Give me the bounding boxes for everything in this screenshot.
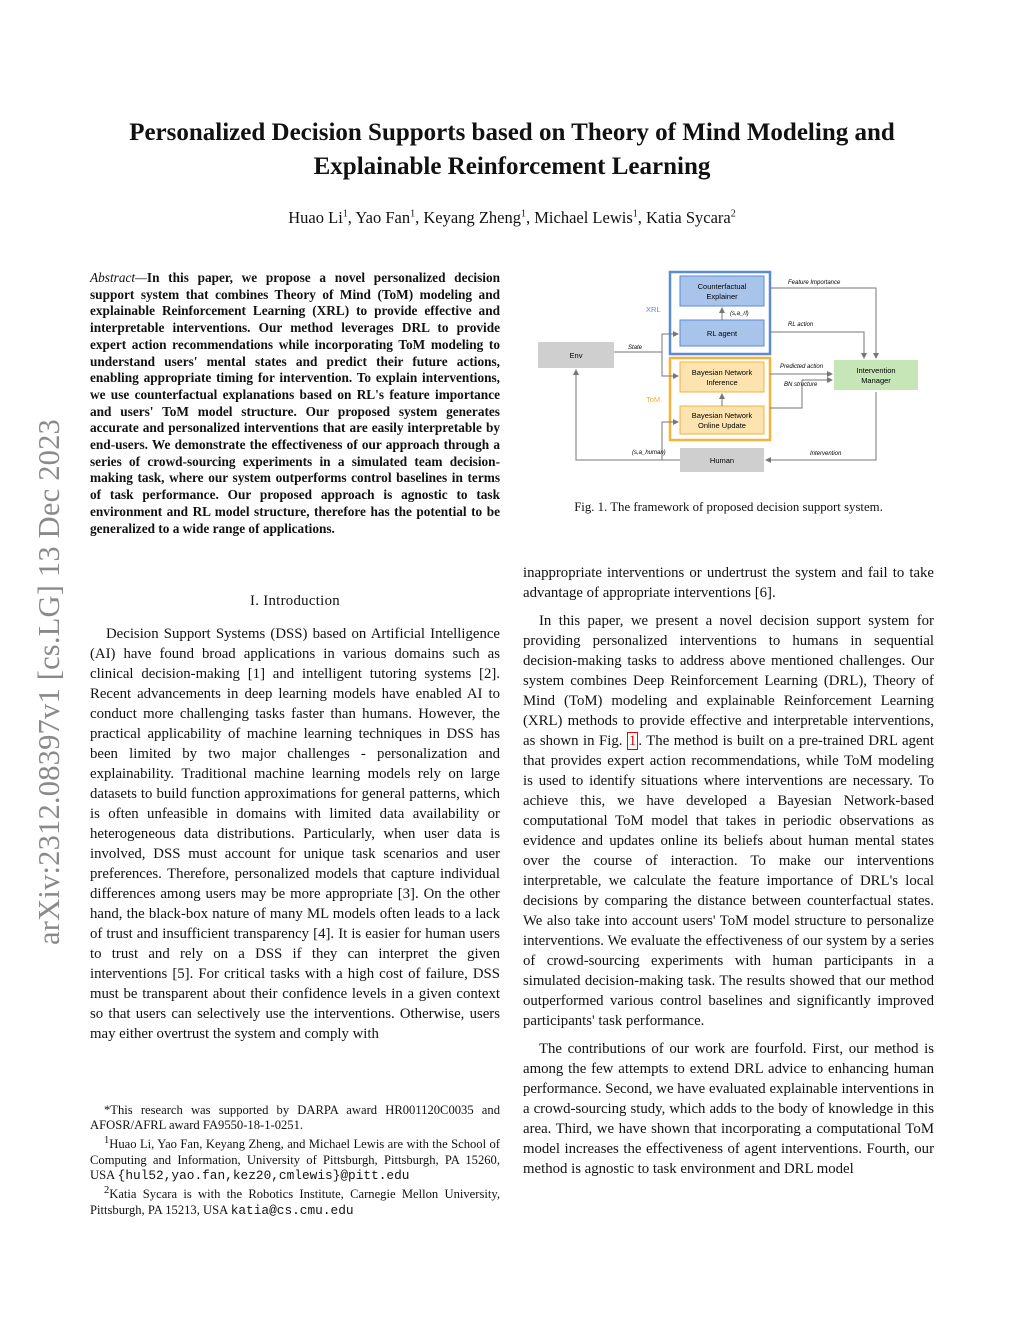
intro-left-column <box>90 624 500 1044</box>
email-address[interactable]: katia@cs.cmu.edu <box>230 1202 354 1218</box>
footnotes <box>90 1103 500 1218</box>
counterfactual-explainer-box <box>680 276 764 306</box>
author-name: Michael Lewis <box>534 208 633 227</box>
intervention-manager-label-2: Manager <box>861 376 891 385</box>
paragraph-text: . The method is built on a pre-trained DRL agent that provides expert action recommendations, while ToM modeling is used to identify situations where interventions are necessary. To achieve this, we have developed a Bayesian Network-based computational ToM model that takes in periodic observations as evidence and updates online its beliefs about human mental states over the course of interaction. To make our interventions interpretable, we calculate the feature importance of DRL's local decisions by comparing the distance between counterfactual states. We also take into account users' ToM model structure to personalize interventions. We evaluate the effectiveness of our system by a series of crowd-sourcing experiments with human participants in a simulated decision-making task. The results showed that our method outperformed various control baselines and significantly improved participants' task performance. <box>523 733 934 1029</box>
rl-action-label: RL action <box>788 322 814 328</box>
intervention-manager-label-1: Intervention <box>856 366 896 375</box>
rl-agent-label: RL agent <box>706 329 738 338</box>
funding-footnote: *This research was supported by DARPA award HR001120C0035 and AFOSR/AFRL award FA9550-18-1-0251. <box>90 1103 500 1133</box>
author-affiliation-mark: 1 <box>632 208 638 220</box>
state-label: State <box>628 345 643 351</box>
intervention-manager-box <box>834 360 918 390</box>
arrow-manager-to-human <box>766 392 876 460</box>
tom-label: ToM <box>646 395 661 404</box>
author-list: Huao Li$^1$, Yao Fan$^1$, Keyang Zheng$^1$, Michael Lewis$^1$, Katia Sycara$^2$ <box>288 208 736 227</box>
author-affiliation-mark: 1 <box>342 208 348 220</box>
s-a-rl-label: (s,a_rl) <box>730 311 749 317</box>
right-column <box>523 563 934 1179</box>
figure-reference-link[interactable]: 1 <box>628 733 637 749</box>
arrow-explainer-to-manager <box>770 288 876 358</box>
intervention-arrow-label: Intervention <box>810 451 842 457</box>
bn-structure-label: BN structure <box>784 382 818 388</box>
title-line-2: Explainable Reinforcement Learning <box>313 153 711 180</box>
author-affiliation-mark: 1 <box>520 208 526 220</box>
abstract-lead: Abstract— <box>90 270 147 285</box>
predicted-action-label: Predicted action <box>780 364 824 370</box>
footnote-text: Katia Sycara is with the Robotics Institute, Carnegie Mellon University, Pittsburgh, PA 15213, USA <box>90 1187 500 1217</box>
bn-inference-label-1: Bayesian Network <box>691 368 753 377</box>
author-name: Katia Sycara <box>646 208 731 227</box>
footnote-text: Huao Li, Yao Fan, Keyang Zheng, and Michael Lewis are with the School of Computing and Information, University of Pittsburgh, Pittsburgh, PA 15260, USA <box>90 1137 500 1182</box>
author-name: Huao Li <box>288 208 343 227</box>
title-line-1: Personalized Decision Supports based on Theory of Mind Modeling and <box>129 119 895 146</box>
abstract <box>90 270 500 537</box>
bn-update-label-1: Bayesian Network <box>691 411 753 420</box>
paragraph-contributions: The contributions of our work are fourfold. First, our method is among the few attempts to extend DRL advice to enhancing human performance. Second, we have evaluated explainable interventions in a crowd-sourcing study, which adds to the body of knowledge in this area. Third, we have shown that incorporating a computational ToM model increases the effectiveness of agent interventions. Fourth, our method is agnostic to task environment and DRL model <box>523 1041 934 1177</box>
email-address[interactable]: {hul52,yao.fan,kez20,cmlewis}@pitt.edu <box>117 1168 410 1183</box>
arrow-env-to-rl <box>614 334 678 352</box>
counterfactual-label-2: Explainer <box>706 292 738 301</box>
human-label: Human <box>709 456 735 465</box>
author-affiliation-mark: 2 <box>730 208 736 220</box>
bn-update-label-2: Online Update <box>698 421 746 430</box>
affiliation-footnote-1 <box>90 1133 500 1183</box>
paper-title <box>60 116 964 184</box>
affiliation-footnote-2 <box>90 1183 500 1218</box>
paragraph-present-system <box>523 611 934 1031</box>
paragraph-text: In this paper, we present a novel decision support system for providing personalized interventions to humans in sequential decision-making tasks to address above mentioned challenges. Our system combines Deep Reinforcement Learning (DRL), Theory of Mind (ToM) modeling and explainable Reinforcement Learning (XRL) methods to provide effective and interpretable interventions, as shown in Fig. <box>523 613 934 749</box>
feature-importance-label: Feature Importance <box>788 280 841 286</box>
xrl-label: XRL <box>646 305 661 314</box>
env-label: Env <box>569 351 583 360</box>
counterfactual-label-1: Counterfactual <box>697 282 747 291</box>
author-name: Keyang Zheng <box>423 208 521 227</box>
figure-caption: Fig. 1. The framework of proposed decision support system. <box>574 500 883 514</box>
s-a-human-label: (s,a_human) <box>632 450 666 456</box>
intro-paragraph: Decision Support Systems (DSS) based on Artificial Intelligence (AI) have found broad applications in various domains such as clinical decision-making [1] and intelligent tutoring systems [2]. Recent advancements in deep learning models have enabled AI to conduct more challenging tasks faster than humans. However, the practical applicability of machine learning techniques in DSS has been limited by two major challenges - personalization and explainability. Traditional machine learning models rely on large datasets to build function approximations for general patterns, which is often unfeasible in domains with limited data availability or heterogeneous data distributions. Particularly, when user data is involved, DSS must account for unique task scenarios and user preferences. Therefore, personalized models that capture individual differences among users may be more appropriate [3]. On the other hand, the black-box nature of many ML models often leads to a lack of trust and insufficient transparency [4]. It is easier for human users to trust and rely on a DSS if they can interpret the given interventions [5]. For critical tasks with a high cost of failure, DSS must be transparent about their confidence levels in a given context so that users can selectively use the interventions. Otherwise, users may either overtrust the system and comply with <box>90 626 500 1042</box>
paragraph-continuation: inappropriate interventions or undertrust the system and fail to take advantage of appropriate interventions [6]. <box>523 565 934 601</box>
framework-diagram <box>534 268 928 474</box>
arrow-rl-to-manager <box>770 332 864 358</box>
author-affiliation-mark: 1 <box>410 208 416 220</box>
abstract-body: In this paper, we propose a novel personalized decision support system that combines Theory of Mind (ToM) modeling and explainable Reinforcement Learning (XRL) to provide effective and interpretable interventions. Our method leverages DRL to provide expert action recommendations while incorporating ToM modeling to understand users' mental states and predict their future actions, enabling appropriate timing for intervention. To explain interventions, we use counterfactual explanations based on RL's feature importance and users' ToM model structure. Our proposed system generates accurate and personalized interventions that are easily interpretable by end-users. We demonstrate the effectiveness of our approach through a series of crowd-sourcing experiments in a simulated team decision-making task, where our system outperforms control baselines in terms of task performance. Our proposed approach is agnostic to task environment and RL model structure, therefore has the potential to be generalized to a wide range of applications. <box>90 270 500 536</box>
bn-inference-label-2: Inference <box>706 378 738 387</box>
arxiv-watermark: arXiv:2312.08397v1 [cs.LG] 13 Dec 2023 <box>32 419 66 945</box>
footnote-mark: 2 <box>104 1185 110 1197</box>
bn-inference-box <box>680 362 764 392</box>
arrow-human-to-update <box>576 370 680 460</box>
footnote-mark: 1 <box>104 1135 110 1147</box>
section-heading-introduction: I. Introduction <box>250 593 340 609</box>
author-name: Yao Fan <box>355 208 411 227</box>
